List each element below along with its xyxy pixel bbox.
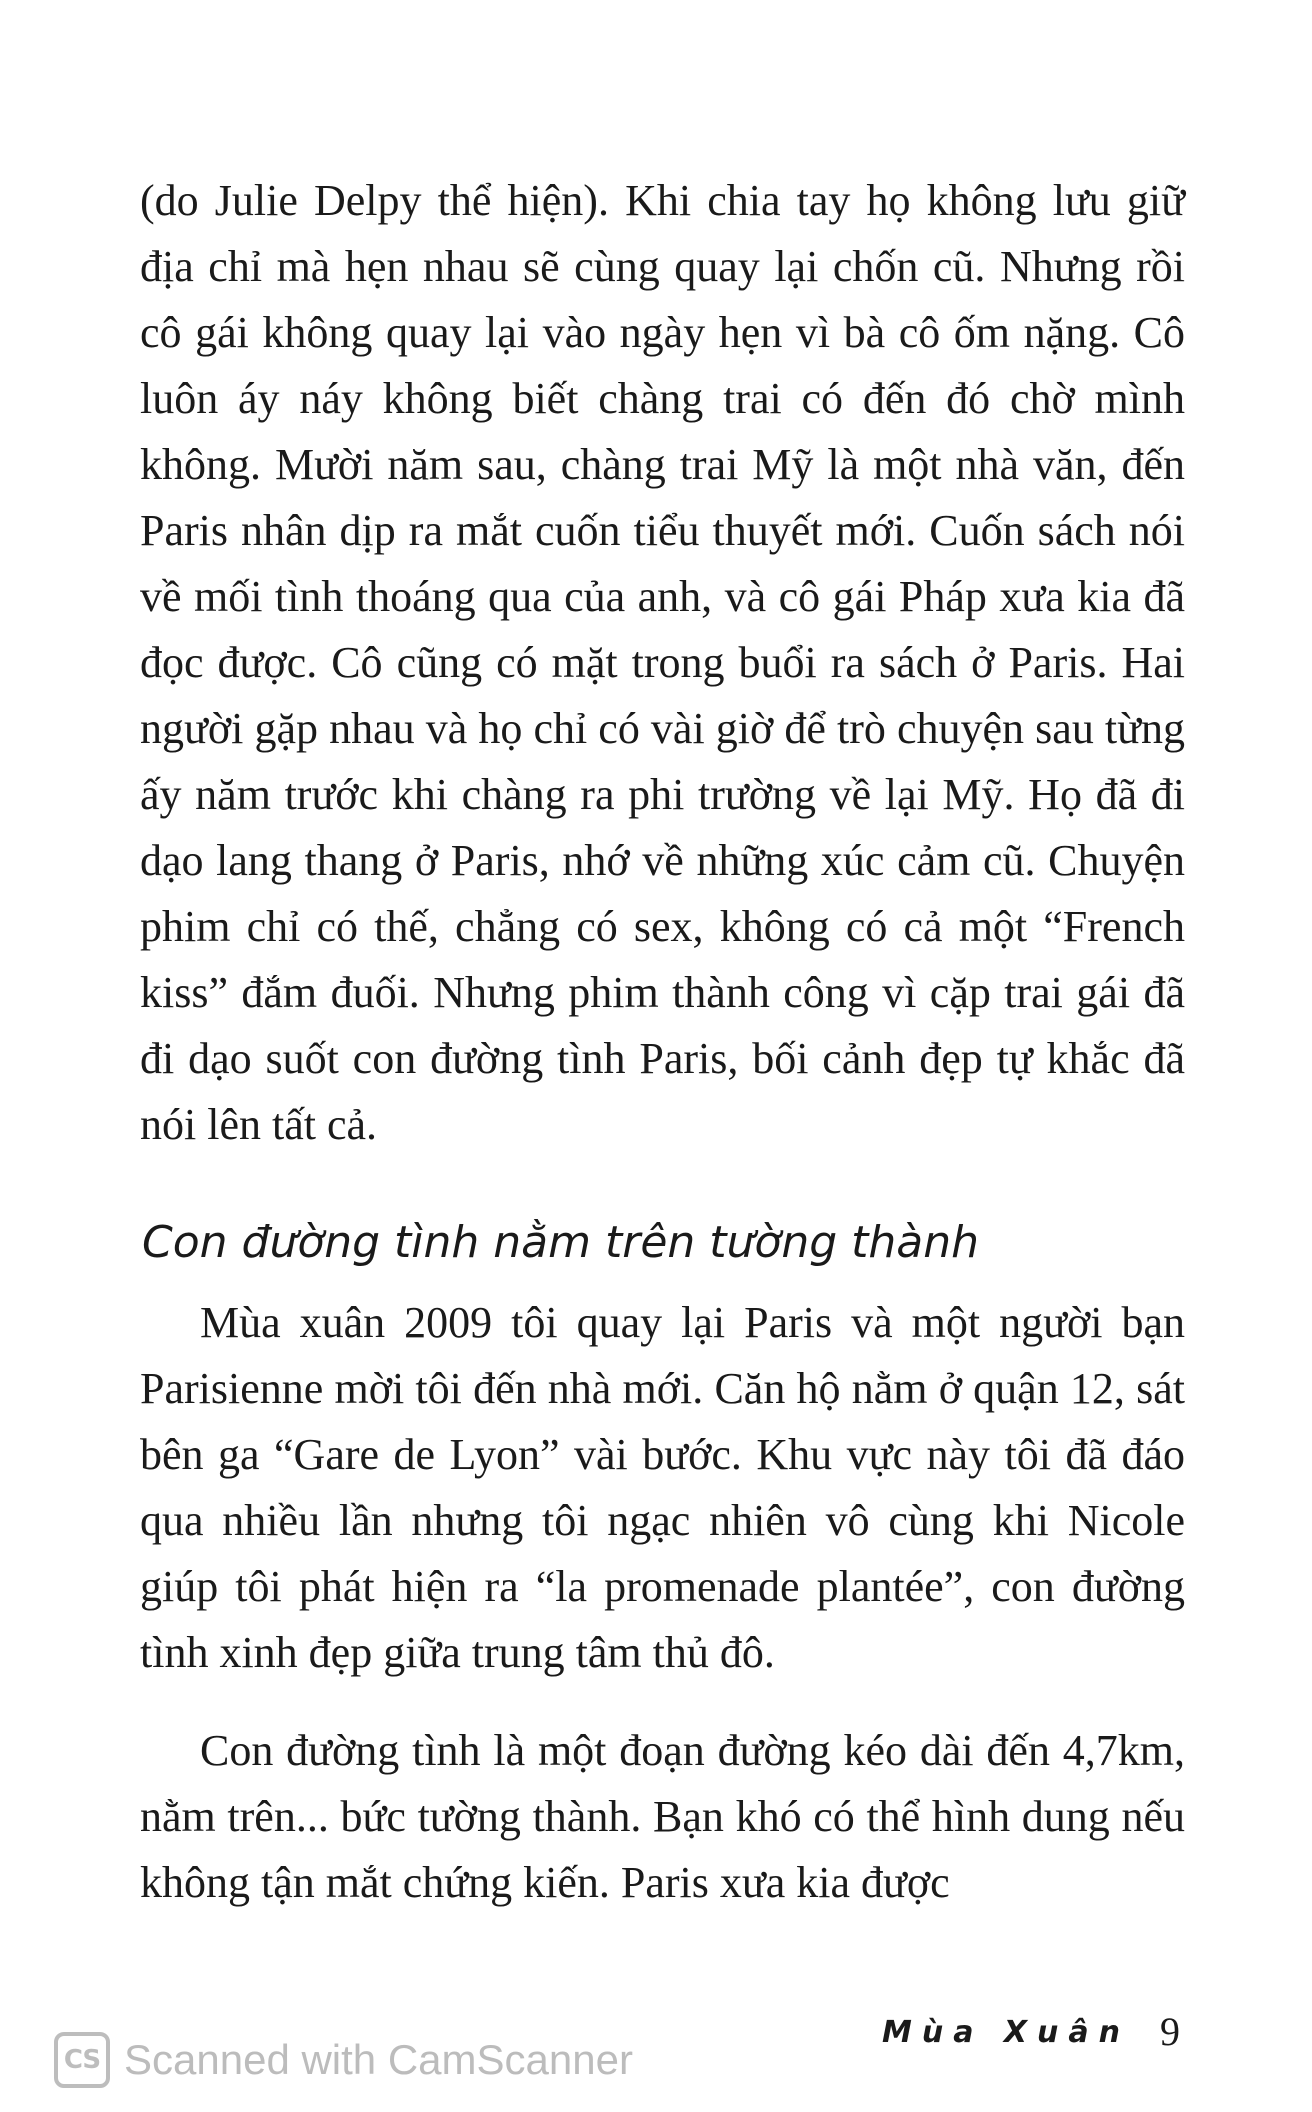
- section-heading: Con đường tình nằm trên tường thành: [142, 1217, 980, 1268]
- text-block-2: [140, 1290, 1185, 1686]
- text-block-1: [140, 168, 1185, 1158]
- paragraph: Mùa xuân 2009 tôi quay lại Paris và một người bạn Parisienne mời tôi đến nhà mới. Căn hộ nằm ở quận 12, sát bên ga “Gare de Lyon” vài bước. Khu vực này tôi đã đáo qua nhiều lần nhưng tôi ngạc nhiên vô cùng khi Nicole giúp tôi phát hiện ra “la promenade plantée”, con đường tình xinh đẹp giữa trung tâm thủ đô.: [140, 1298, 1185, 1677]
- camscanner-logo-icon: CS: [54, 2032, 110, 2088]
- paragraph: Con đường tình là một đoạn đường kéo dài đến 4,7km, nằm trên... bức tường thành. Bạn khó có thể hình dung nếu không tận mắt chứng kiến. Paris xưa kia được: [140, 1726, 1185, 1907]
- running-title: Mùa Xuân: [882, 2015, 1130, 2050]
- camscanner-watermark: [54, 2032, 633, 2088]
- watermark-text: Scanned with CamScanner: [124, 2036, 633, 2083]
- paragraph: (do Julie Delpy thể hiện). Khi chia tay họ không lưu giữ địa chỉ mà hẹn nhau sẽ cùng quay lại chốn cũ. Nhưng rồi cô gái không quay lại vào ngày hẹn vì bà cô ốm nặng. Cô luôn áy náy không biết chàng trai có đến đó chờ mình không. Mười năm sau, chàng trai Mỹ là một nhà văn, đến Paris nhân dịp ra mắt cuốn tiểu thuyết mới. Cuốn sách nói về mối tình thoáng qua của anh, và cô gái Pháp xưa kia đã đọc được. Cô cũng có mặt trong buổi ra sách ở Paris. Hai người gặp nhau và họ chỉ có vài giờ để trò chuyện sau từng ấy năm trước khi chàng ra phi trường về lại Mỹ. Họ đã đi dạo lang thang ở Paris, nhớ về những xúc cảm cũ. Chuyện phim chỉ có thế, chẳng có sex, không có cả một “French kiss” đắm đuối. Nhưng phim thành công vì cặp trai gái đã đi dạo suốt con đường tình Paris, bối cảnh đẹp tự khắc đã nói lên tất cả.: [140, 176, 1185, 1149]
- page-number: 9: [1160, 2009, 1180, 2054]
- text-block-3: [140, 1718, 1185, 1916]
